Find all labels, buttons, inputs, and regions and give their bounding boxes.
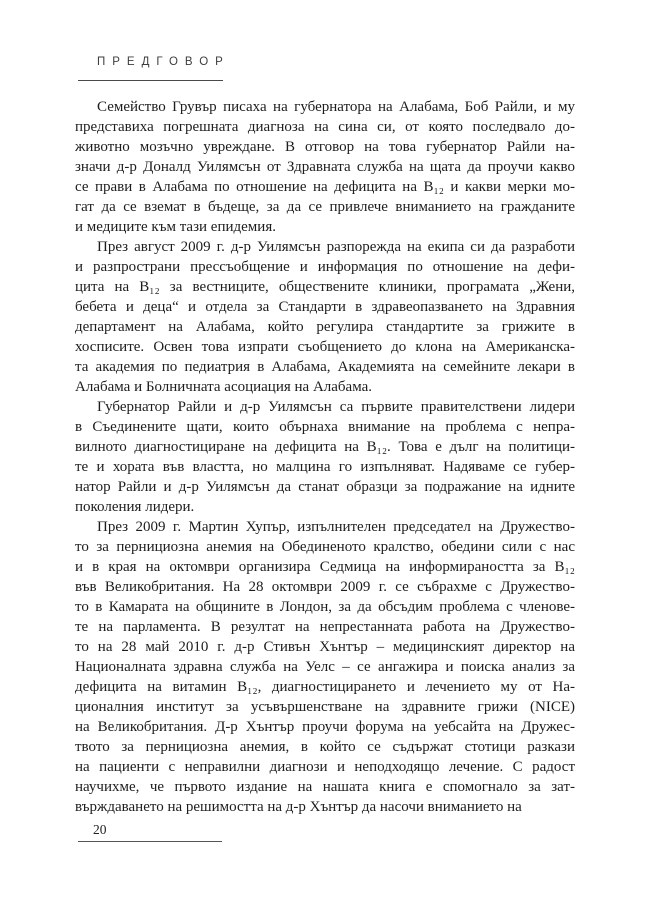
text-line: във Великобритания. На 28 октомври 2009 г. се събрахме с Дружество- [75,579,575,595]
text-line: представиха погрешната диагноза на сина си, от която последвало до- [75,119,575,135]
running-head-title: ПРЕДГОВОР [97,56,230,68]
text-line: се прави в Алабама по отношение на дефицита на B₁₂ и какви мерки мо- [75,179,575,195]
text-line: то на 28 май 2010 г. д-р Стивън Хънтър – медицинският директор на [75,639,575,655]
text-line: на Великобритания. Д-р Хънтър проучи форума на уебсайта на Дружес- [75,719,575,735]
text-line: та академия по педиатрия в Алабама, Академията на семейните лекари в [75,359,575,375]
text-line: вилното диагностициране на дефицита на B₁₂. Това е дълг на политици- [75,439,575,455]
text-line: и разпространи прессъобщение и информация по отношение на дефи- [75,259,575,275]
text-line: Семейство Грувър писаха на губернатора на Алабама, Боб Райли, и му [97,99,575,115]
text-line: департамент на Алабама, който регулира стандартите за грижите в [75,319,575,335]
text-line: През 2009 г. Мартин Хупър, изпълнителен председател на Дружество- [97,519,575,535]
text-line: Алабама и Болничната асоциация на Алабама. [75,379,373,395]
text-line: поколения лидери. [75,499,195,515]
text-line: те на парламента. В резултат на непрестанната работа на Дружество- [75,619,575,635]
text-line: на пациенти с неправилни диагнози и неподходящо лечение. С радост [75,759,575,775]
text-line: хосписите. Освен това изпрати съобщението до клона на Американска- [75,339,575,355]
text-line: то в Камарата на общините в Лондон, за да обсъдим проблема с членове- [75,599,575,615]
text-line: и медиците към тази епидемия. [75,219,276,235]
text-line: бебета и деца“ и отдела за Стандарти в здравеопазването на Здравния [75,299,575,315]
text-line: в Съединените щати, които обърнаха внимание на проблема с непра- [75,419,575,435]
text-line: научихме, че първото издание на нашата книга е спомогнало за зат- [75,779,575,795]
text-line: и в края на октомври организира Седмица на информираността за B₁₂ [75,559,575,575]
footer-rule [78,841,222,842]
text-line: значи д-р Доналд Уилямсън от Здравната служба на щата да проучи какво [75,159,575,175]
text-line: гат да се вземат в бъдеще, за да се привлече вниманието на гражданите [75,199,575,215]
text-line: цита на B₁₂ за вестниците, обществените клиники, програмата „Жени, [75,279,575,295]
text-line: те и хората във властта, но малцина го изпълняват. Надяваме се губер- [75,459,575,475]
body-text [75,97,575,817]
text-line: дефицита на витамин B₁₂, диагностицирането и лечението му от На- [75,679,575,695]
text-line: натор Райли и д-р Уилямсън да станат образци за подражание на идните [75,479,575,495]
header-rule [78,80,223,81]
text-line: то за пернициозна анемия на Обединеното кралство, обедини сили с нас [75,539,575,555]
page-number: 20 [93,822,107,837]
text-line: През август 2009 г. д-р Уилямсън разпорежда на екипа си да разработи [97,239,575,255]
text-line: животно мозъчно увреждане. В отговор на това губернатор Райли на- [75,139,575,155]
text-line: твото за пернициозна анемия, в който се съдържат стотици разкази [75,739,575,755]
text-line: върждаването на решимостта на д-р Хънтър да насочи вниманието на [75,799,522,815]
text-line: ционалния институт за усъвършенстване на здравните грижи (NICE) [75,699,575,715]
text-line: Националната здравна служба на Уелс – се ангажира и поиска анализ за [75,659,575,675]
text-line: Губернатор Райли и д-р Уилямсън са първите правителствени лидери [97,399,575,415]
